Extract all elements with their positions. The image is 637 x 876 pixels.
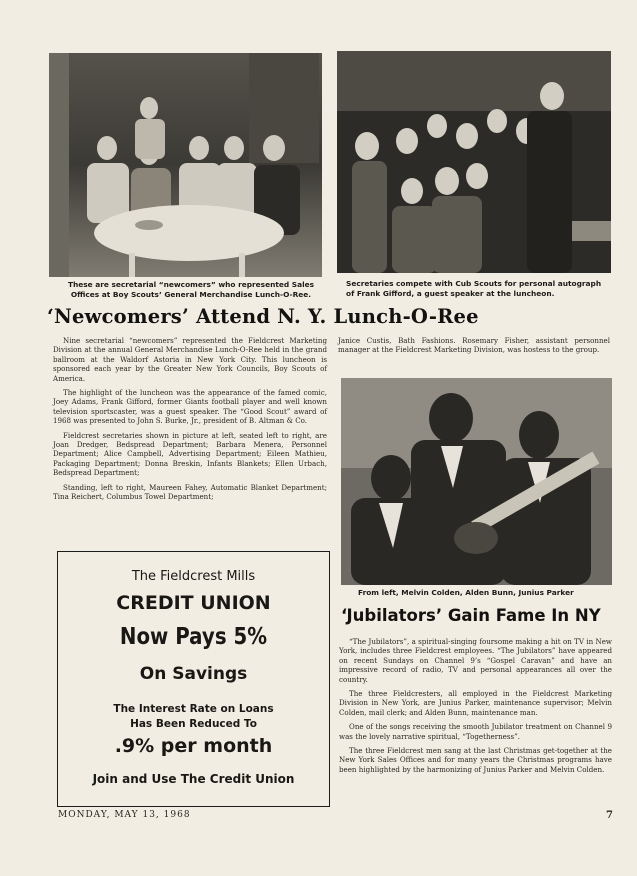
jubilators-photo-caption: From left, Melvin Colden, Alden Bunn, Junius Parker <box>358 588 574 597</box>
ad-on-savings: On Savings <box>139 664 248 684</box>
jubilators-headline: ‘Jubilators’ Gain Fame In NY <box>341 606 601 625</box>
newcomers-photo <box>49 53 322 277</box>
jubilators-photo <box>341 378 612 585</box>
newcomers-headline: ‘Newcomers’ Attend N. Y. Lunch-O-Ree <box>47 305 479 328</box>
page-number: 7 <box>606 810 614 821</box>
ad-loan-rate: .9% per month <box>114 735 273 757</box>
article-paragraph: The highlight of the luncheon was the appearance of the famed comic, Joey Adams, Frank Gifford, former Giants football player and well known television sportscaster, was a guest speaker. The “Good Scout” award of 1968 was presented to John S. Burke, Jr., president of B. Altman & Co. <box>53 388 327 426</box>
article-paragraph: The three Fieldcresters, all employed in the Fieldcrest Marketing Division in New York, are Junius Parker, maintenance supervisor; Melvin Colden, mail clerk; and Alden Bunn, maintenance man. <box>339 689 612 717</box>
article-paragraph: Janice Custis, Bath Fashions. Rosemary Fisher, assistant personnel manager at the Fieldcrest Marketing Division, was hostess to the group. <box>338 336 610 355</box>
ad-rate: Now Pays 5% <box>119 624 268 650</box>
newcomers-article-col2 <box>338 336 610 360</box>
ad-loan-rate-text: The Interest Rate on Loans <box>113 703 274 715</box>
ad-reduced-text: Has Been Reduced To <box>130 718 257 730</box>
ad-join-text: Join and Use The Credit Union <box>92 772 295 786</box>
newcomers-photo-caption: These are secretarial “newcomers” who represented Sales Offices at Boy Scouts’ General Merchandise Lunch-O-Ree. <box>67 280 315 299</box>
article-paragraph: The three Fieldcrest men sang at the last Christmas get-together at the New York Sales Offices and for many years the Christmas programs have been highlighted by the harmonizing of Junius Parker and Melvin Colden. <box>339 746 612 774</box>
cub-scouts-photo <box>337 51 611 273</box>
credit-union-ad <box>57 551 330 807</box>
jubilators-article <box>339 637 612 779</box>
article-paragraph: Nine secretarial “newcomers” represented the Fieldcrest Marketing Division at the annual General Merchandise Lunch-O-Ree held in the grand ballroom at the Waldorf Astoria in New York City. This luncheon is sponsored each year by the Greater New York Councils, Boy Scouts of America. <box>53 336 327 383</box>
article-paragraph: One of the songs receiving the smooth Jubilator treatment on Channel 9 was the lovely narrative spiritual, “Togetherness”. <box>339 722 612 741</box>
article-paragraph: Fieldcrest secretaries shown in picture at left, seated left to right, are Joan Dredger, Bedspread Department; Barbara Menera, Personnel Department; Alice Campbell, Advertising Department; Eileen Mathieu, Packaging Department; Donna Breskin, Infants Blankets; Ellen Urbach, Bedspread Department; <box>53 430 327 478</box>
newcomers-article-col1 <box>53 336 327 507</box>
ad-credit-union: CREDIT UNION <box>116 592 271 614</box>
issue-date: MONDAY, MAY 13, 1968 <box>58 810 191 820</box>
cub-scouts-photo-caption: Secretaries compete with Cub Scouts for personal autograph of Frank Gifford, a guest speaker at the luncheon. <box>346 279 602 298</box>
article-paragraph: “The Jubilators”, a spiritual-singing foursome making a hit on TV in New York, includes three Fieldcrest employees. “The Jubilators” have appeared on recent Sundays on Channel 9’s “Gospel Caravan” and have an impressive record of radio, TV and personal appearances all over the country. <box>339 637 612 684</box>
ad-mills-name: The Fieldcrest Mills <box>131 569 256 584</box>
article-paragraph: Standing, left to right, Maureen Fahey, Automatic Blanket Department; Tina Reichert, Columbus Towel Department; <box>53 482 327 502</box>
